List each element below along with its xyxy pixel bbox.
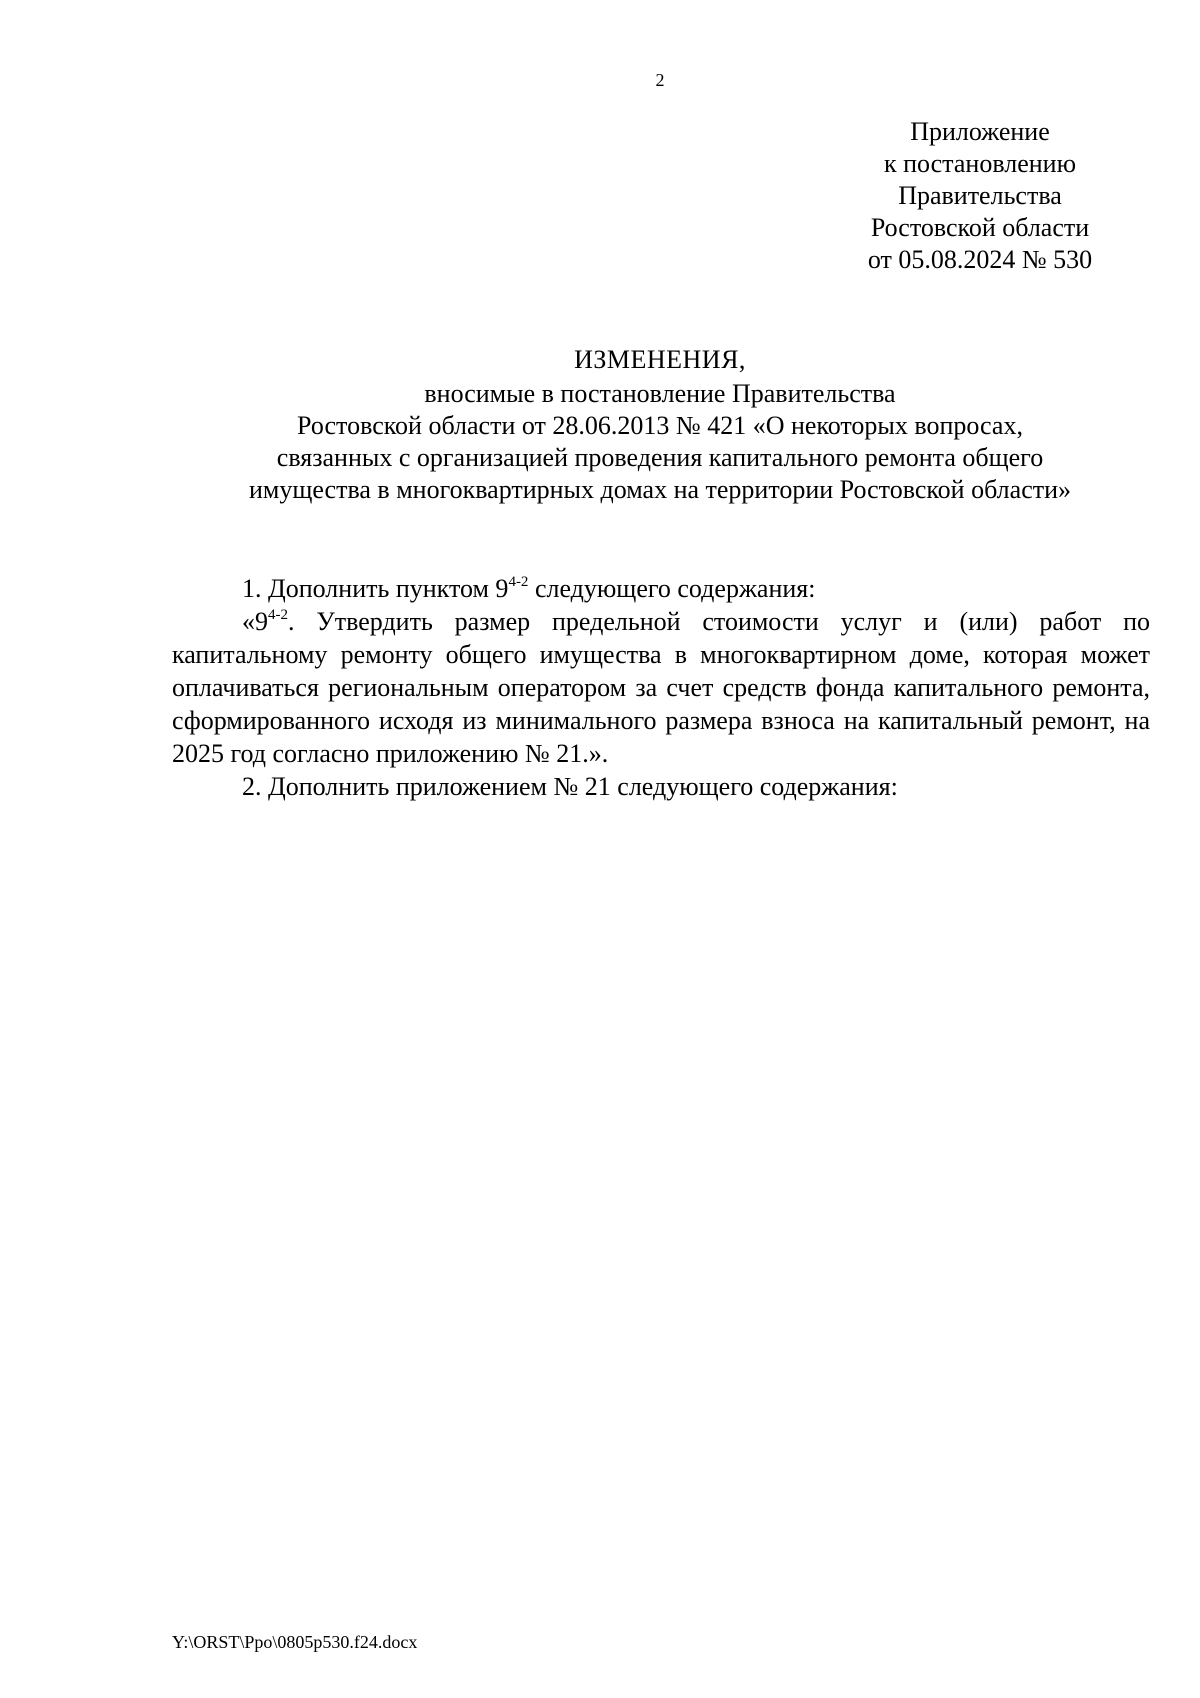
paragraph-item-2: 2. Дополнить приложением № 21 следующего содержания: (242, 772, 898, 801)
p1-text-start: 1. Дополнить пунктом 9 (242, 574, 509, 603)
appendix-line-1: Приложение (910, 117, 1050, 146)
paragraph-item-1-content (172, 605, 1150, 770)
title-line-1: вносимые в постановление Правительства (424, 379, 896, 408)
appendix-line-5: от 05.08.2024 № 530 (867, 245, 1093, 274)
appendix-line-2: к постановлению (883, 149, 1077, 178)
title-line-2: Ростовской области от 28.06.2013 № 421 «О некоторых вопросах, (297, 411, 1023, 440)
p2-text-start: «9 (242, 607, 268, 636)
p2-text-end: . Утвердить размер предельной стоимости услуг и (или) работ по капитальному ремонту общего имущества в многоквартирном доме, которая может оплачиваться региональным оператором за счет средств фонда капитального ремонта, сформированного исходя из минимального размера взноса на капитальный ремонт, на 2025 год согласно приложению № 21.». (172, 607, 1150, 768)
appendix-line-3: Правительства (898, 181, 1062, 210)
title-line-4: имущества в многоквартирных домах на территории Ростовской области» (248, 475, 1072, 504)
p1-text-end: следующего содержания: (528, 574, 816, 603)
title-line-3: связанных с организацией проведения капитального ремонта общего (276, 443, 1044, 472)
p1-superscript: 4-2 (508, 574, 529, 590)
page-number: 2 (655, 70, 665, 90)
appendix-line-4: Ростовской области (870, 213, 1090, 242)
paragraph-item-1 (172, 572, 1150, 605)
p2-superscript: 4-2 (268, 607, 288, 623)
footer-file-path: Y:\ORST\Ppo\0805p530.f24.docx (172, 1632, 418, 1652)
title-heading: ИЗМЕНЕНИЯ, (574, 345, 746, 374)
document-title (160, 344, 1160, 506)
document-body (172, 572, 1150, 803)
appendix-header (830, 116, 1130, 276)
